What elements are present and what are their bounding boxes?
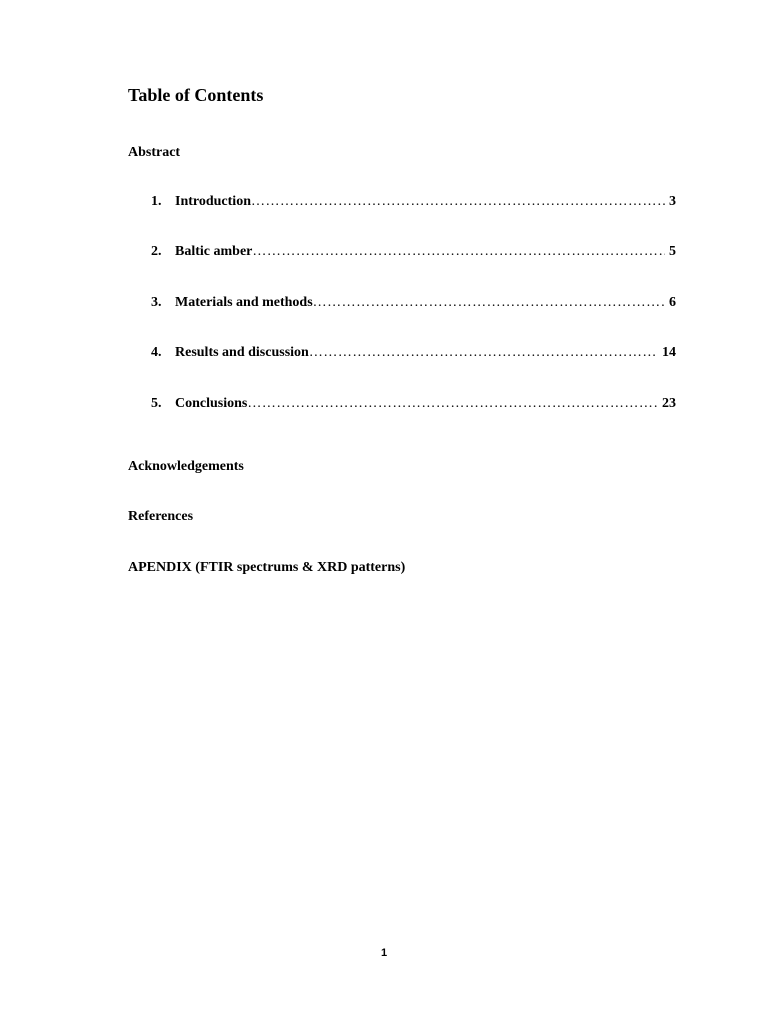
toc-entry-label: Materials and methods — [175, 295, 313, 310]
appendix-heading: APENDIX (FTIR spectrums & XRD patterns) — [128, 560, 406, 575]
toc-entry-page: 3 — [669, 194, 676, 209]
dot-leader — [247, 396, 658, 412]
page-title: Table of Contents — [128, 85, 264, 105]
toc-entry-label: Introduction — [175, 194, 251, 209]
toc-entry-conclusions — [151, 396, 676, 416]
toc-entry-baltic-amber — [151, 244, 676, 264]
abstract-heading: Abstract — [128, 145, 181, 160]
dot-leader — [251, 194, 665, 210]
toc-entry-results-and-discussion — [151, 345, 676, 365]
toc-entry-number: 5. — [151, 396, 162, 411]
acknowledgements-heading: Acknowledgements — [128, 459, 244, 474]
dot-leader — [313, 295, 665, 311]
toc-entry-page: 6 — [669, 295, 676, 310]
toc-entry-page: 23 — [662, 396, 676, 411]
toc-entry-number: 4. — [151, 345, 162, 360]
toc-entry-label: Baltic amber — [175, 244, 253, 259]
toc-entry-page: 5 — [669, 244, 676, 259]
toc-entry-label: Results and discussion — [175, 345, 309, 360]
dot-leader — [309, 345, 658, 361]
toc-entry-number: 2. — [151, 244, 162, 259]
toc-entry-number: 1. — [151, 194, 162, 209]
dot-leader — [252, 244, 665, 260]
toc-entry-label: Conclusions — [175, 396, 248, 411]
references-heading: References — [128, 509, 194, 524]
page-number: 1 — [380, 947, 388, 959]
toc-entry-introduction — [151, 194, 676, 214]
toc-entry-materials-and-methods — [151, 295, 676, 315]
toc-entry-page: 14 — [662, 345, 676, 360]
toc-entry-number: 3. — [151, 295, 162, 310]
